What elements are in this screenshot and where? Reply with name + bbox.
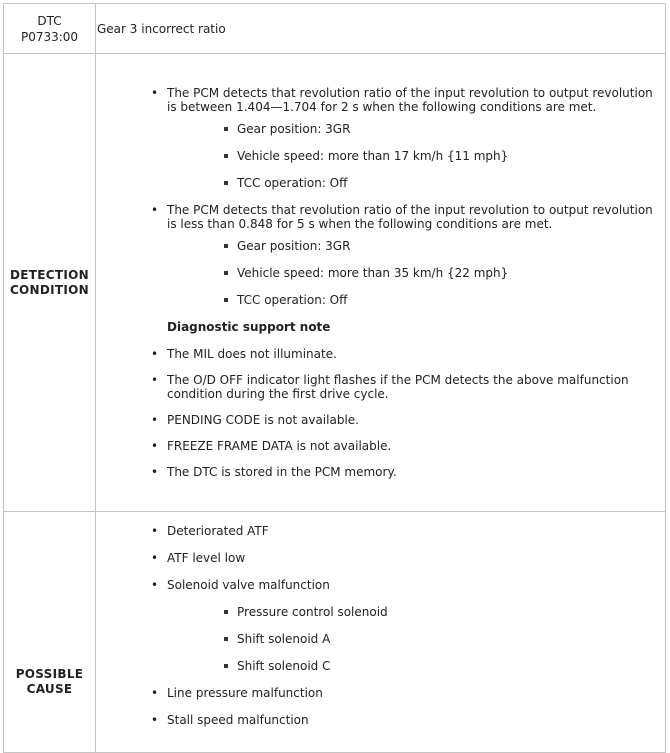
- detection-row: [4, 54, 666, 512]
- list-item: • Deteriorated ATF: [96, 524, 657, 538]
- list-item: Gear position: 3GR: [96, 239, 657, 253]
- detection-label-line1: DETECTION: [10, 267, 89, 282]
- list-item: • Solenoid valve malfunction: [96, 578, 657, 592]
- list-item: Vehicle speed: more than 17 km/h {11 mph}: [96, 149, 657, 163]
- detection-list-2: [96, 203, 657, 231]
- list-item: • ATF level low: [96, 551, 657, 565]
- list-item: • PENDING CODE is not available.: [96, 413, 657, 427]
- list-item: Shift solenoid A: [96, 632, 657, 646]
- detection-condition-1: • The PCM detects that revolution ratio of the input revolution to output revolution is between 1.404—1.704 for 2 s when the following conditions are met.: [96, 86, 657, 114]
- list-item: TCC operation: Off: [96, 293, 657, 307]
- cause-label-cell: [4, 512, 96, 753]
- dtc-code: P0733:00: [20, 29, 79, 44]
- dtc-label: DTC: [37, 13, 62, 28]
- cause-row: [4, 512, 666, 753]
- list-item: Shift solenoid C: [96, 659, 657, 673]
- list-item: • The DTC is stored in the PCM memory.: [96, 465, 657, 479]
- condition-2-sublist: [96, 239, 657, 307]
- dtc-title: Gear 3 incorrect ratio: [97, 21, 226, 36]
- cause-content-cell: [96, 512, 666, 753]
- list-item: • FREEZE FRAME DATA is not available.: [96, 439, 657, 453]
- list-item: Pressure control solenoid: [96, 605, 657, 619]
- cause-label-line1: POSSIBLE: [15, 667, 84, 681]
- header-row: [4, 4, 666, 54]
- diagnostic-note-title: Diagnostic support note: [167, 320, 331, 334]
- detection-label-line2: CONDITION: [9, 282, 90, 297]
- cause-list-a: [96, 524, 657, 592]
- diagnostic-notes-list: [96, 347, 657, 479]
- cause-label-line2: CAUSE: [26, 682, 73, 696]
- list-item: • The MIL does not illuminate.: [96, 347, 657, 361]
- condition-1-sublist: [96, 122, 657, 190]
- solenoid-sublist: [96, 605, 657, 673]
- list-item: Gear position: 3GR: [96, 122, 657, 136]
- dtc-title-cell: [96, 4, 666, 54]
- detection-content-cell: [96, 54, 666, 512]
- list-item: • The O/D OFF indicator light flashes if the PCM detects the above malfunction condition during the first drive cycle.: [96, 373, 657, 401]
- list-item: • Line pressure malfunction: [96, 686, 657, 700]
- dtc-label-cell: [4, 4, 96, 54]
- list-item: • Stall speed malfunction: [96, 713, 657, 727]
- list-item: Vehicle speed: more than 35 km/h {22 mph}: [96, 266, 657, 280]
- detection-list-1: [96, 86, 657, 114]
- dtc-table: [3, 3, 666, 753]
- detection-label-cell: [4, 54, 96, 512]
- cause-list-b: [96, 686, 657, 727]
- list-item: TCC operation: Off: [96, 176, 657, 190]
- detection-condition-2: • The PCM detects that revolution ratio of the input revolution to output revolution is less than 0.848 for 5 s when the following conditions are met.: [96, 203, 657, 231]
